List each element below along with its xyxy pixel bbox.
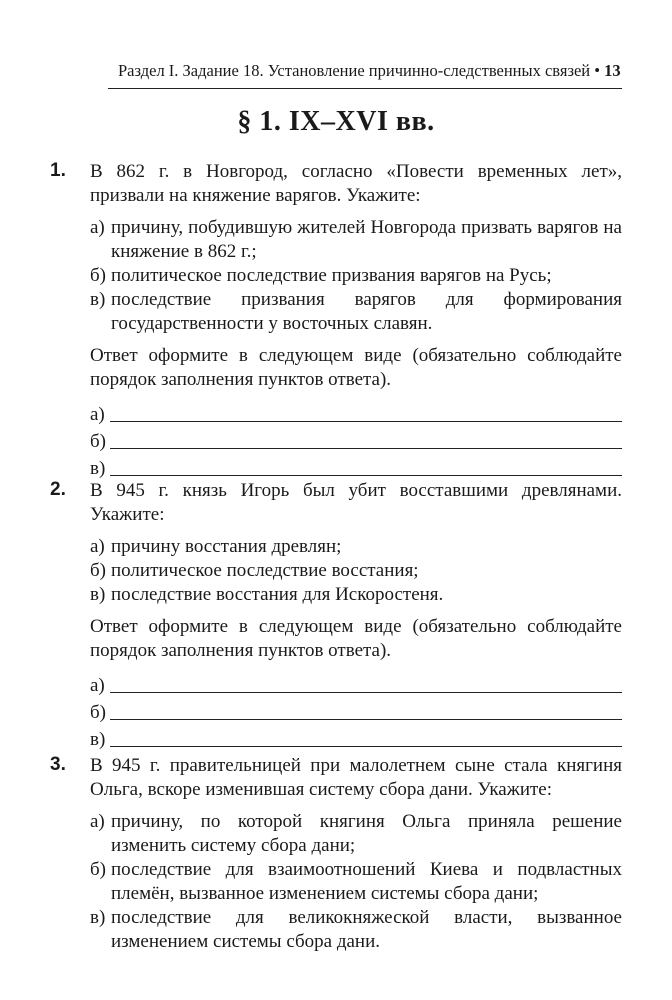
- item-text: политическое последствие восстания;: [111, 560, 419, 581]
- answer-label: а): [90, 404, 105, 425]
- header-rule: [108, 88, 622, 89]
- running-title: Раздел I. Задание 18. Установление причинно-следственных связей: [118, 61, 591, 80]
- task-instruction: Ответ оформите в следующем виде (обязательно соблюдайте порядок заполнения пунктов ответа).: [90, 616, 622, 661]
- item-text: последствие для взаимоотношений Киева и подвластных племён, вызванное изменением системы сбора дани;: [111, 859, 622, 904]
- answer-line: [90, 671, 622, 698]
- item-text: последствие для великокняжеской власти, вызванное изменением системы сбора дани.: [111, 907, 622, 952]
- answer-line: [90, 454, 622, 481]
- task-intro: В 945 г. князь Игорь был убит восставшими древлянами. Укажите:: [90, 480, 622, 525]
- item-text: причину, по которой княгиня Ольга приняла решение изменить систему сбора дани;: [111, 811, 622, 856]
- item-label: а): [90, 536, 105, 557]
- task-item: [90, 288, 622, 336]
- answer-label: в): [90, 458, 106, 479]
- task-items: [90, 535, 622, 607]
- task-item: [90, 216, 622, 264]
- answer-lines: [90, 400, 622, 481]
- section-title: § 1. IX–XVI вв.: [237, 106, 435, 137]
- task-number: 2.: [50, 479, 66, 500]
- task-items: [90, 216, 622, 336]
- task-item: [90, 559, 622, 583]
- header-bullet: •: [594, 61, 601, 80]
- item-label: б): [90, 560, 106, 581]
- answer-rule: [110, 745, 622, 747]
- running-header: [118, 61, 620, 85]
- page-number: 13: [604, 61, 621, 80]
- item-label: б): [90, 265, 106, 286]
- task-3: [50, 754, 622, 962]
- item-label: а): [90, 811, 105, 832]
- item-label: в): [90, 907, 106, 928]
- item-label: б): [90, 859, 106, 880]
- answer-label: б): [90, 702, 106, 723]
- item-text: политическое последствие призвания варягов на Русь;: [111, 265, 552, 286]
- item-label: в): [90, 584, 106, 605]
- answer-rule: [110, 718, 622, 720]
- answer-rule: [110, 474, 622, 476]
- task-items: [90, 810, 622, 954]
- task-item: [90, 810, 622, 858]
- item-text: причину восстания древлян;: [111, 536, 342, 557]
- answer-line: [90, 698, 622, 725]
- answer-line: [90, 400, 622, 427]
- item-label: в): [90, 289, 106, 310]
- item-text: последствие восстания для Искоростеня.: [111, 584, 444, 605]
- task-item: [90, 906, 622, 954]
- task-intro: В 862 г. в Новгород, согласно «Повести временных лет», призвали на княжение варягов. Укажите:: [90, 161, 622, 206]
- answer-label: а): [90, 675, 105, 696]
- task-intro: В 945 г. правительницей при малолетнем сыне стала княгиня Ольга, вскоре изменившая систему сбора дани. Укажите:: [90, 755, 622, 800]
- task-number: 3.: [50, 754, 66, 775]
- answer-line: [90, 725, 622, 752]
- task-2: [50, 479, 622, 752]
- task-item: [90, 583, 622, 607]
- answer-label: в): [90, 729, 106, 750]
- task-number: 1.: [50, 160, 66, 181]
- answer-rule: [110, 447, 622, 449]
- answer-line: [90, 427, 622, 454]
- item-label: а): [90, 217, 105, 238]
- answer-label: б): [90, 431, 106, 452]
- task-instruction: Ответ оформите в следующем виде (обязательно соблюдайте порядок заполнения пунктов ответа).: [90, 345, 622, 390]
- task-item: [90, 858, 622, 906]
- task-item: [90, 535, 622, 559]
- answer-lines: [90, 671, 622, 752]
- task-item: [90, 264, 622, 288]
- item-text: последствие призвания варягов для формирования государственности у восточных славян.: [111, 289, 622, 334]
- task-1: [50, 160, 622, 481]
- answer-rule: [110, 420, 622, 422]
- item-text: причину, побудившую жителей Новгорода призвать варягов на княжение в 862 г.;: [111, 217, 622, 262]
- answer-rule: [110, 691, 622, 693]
